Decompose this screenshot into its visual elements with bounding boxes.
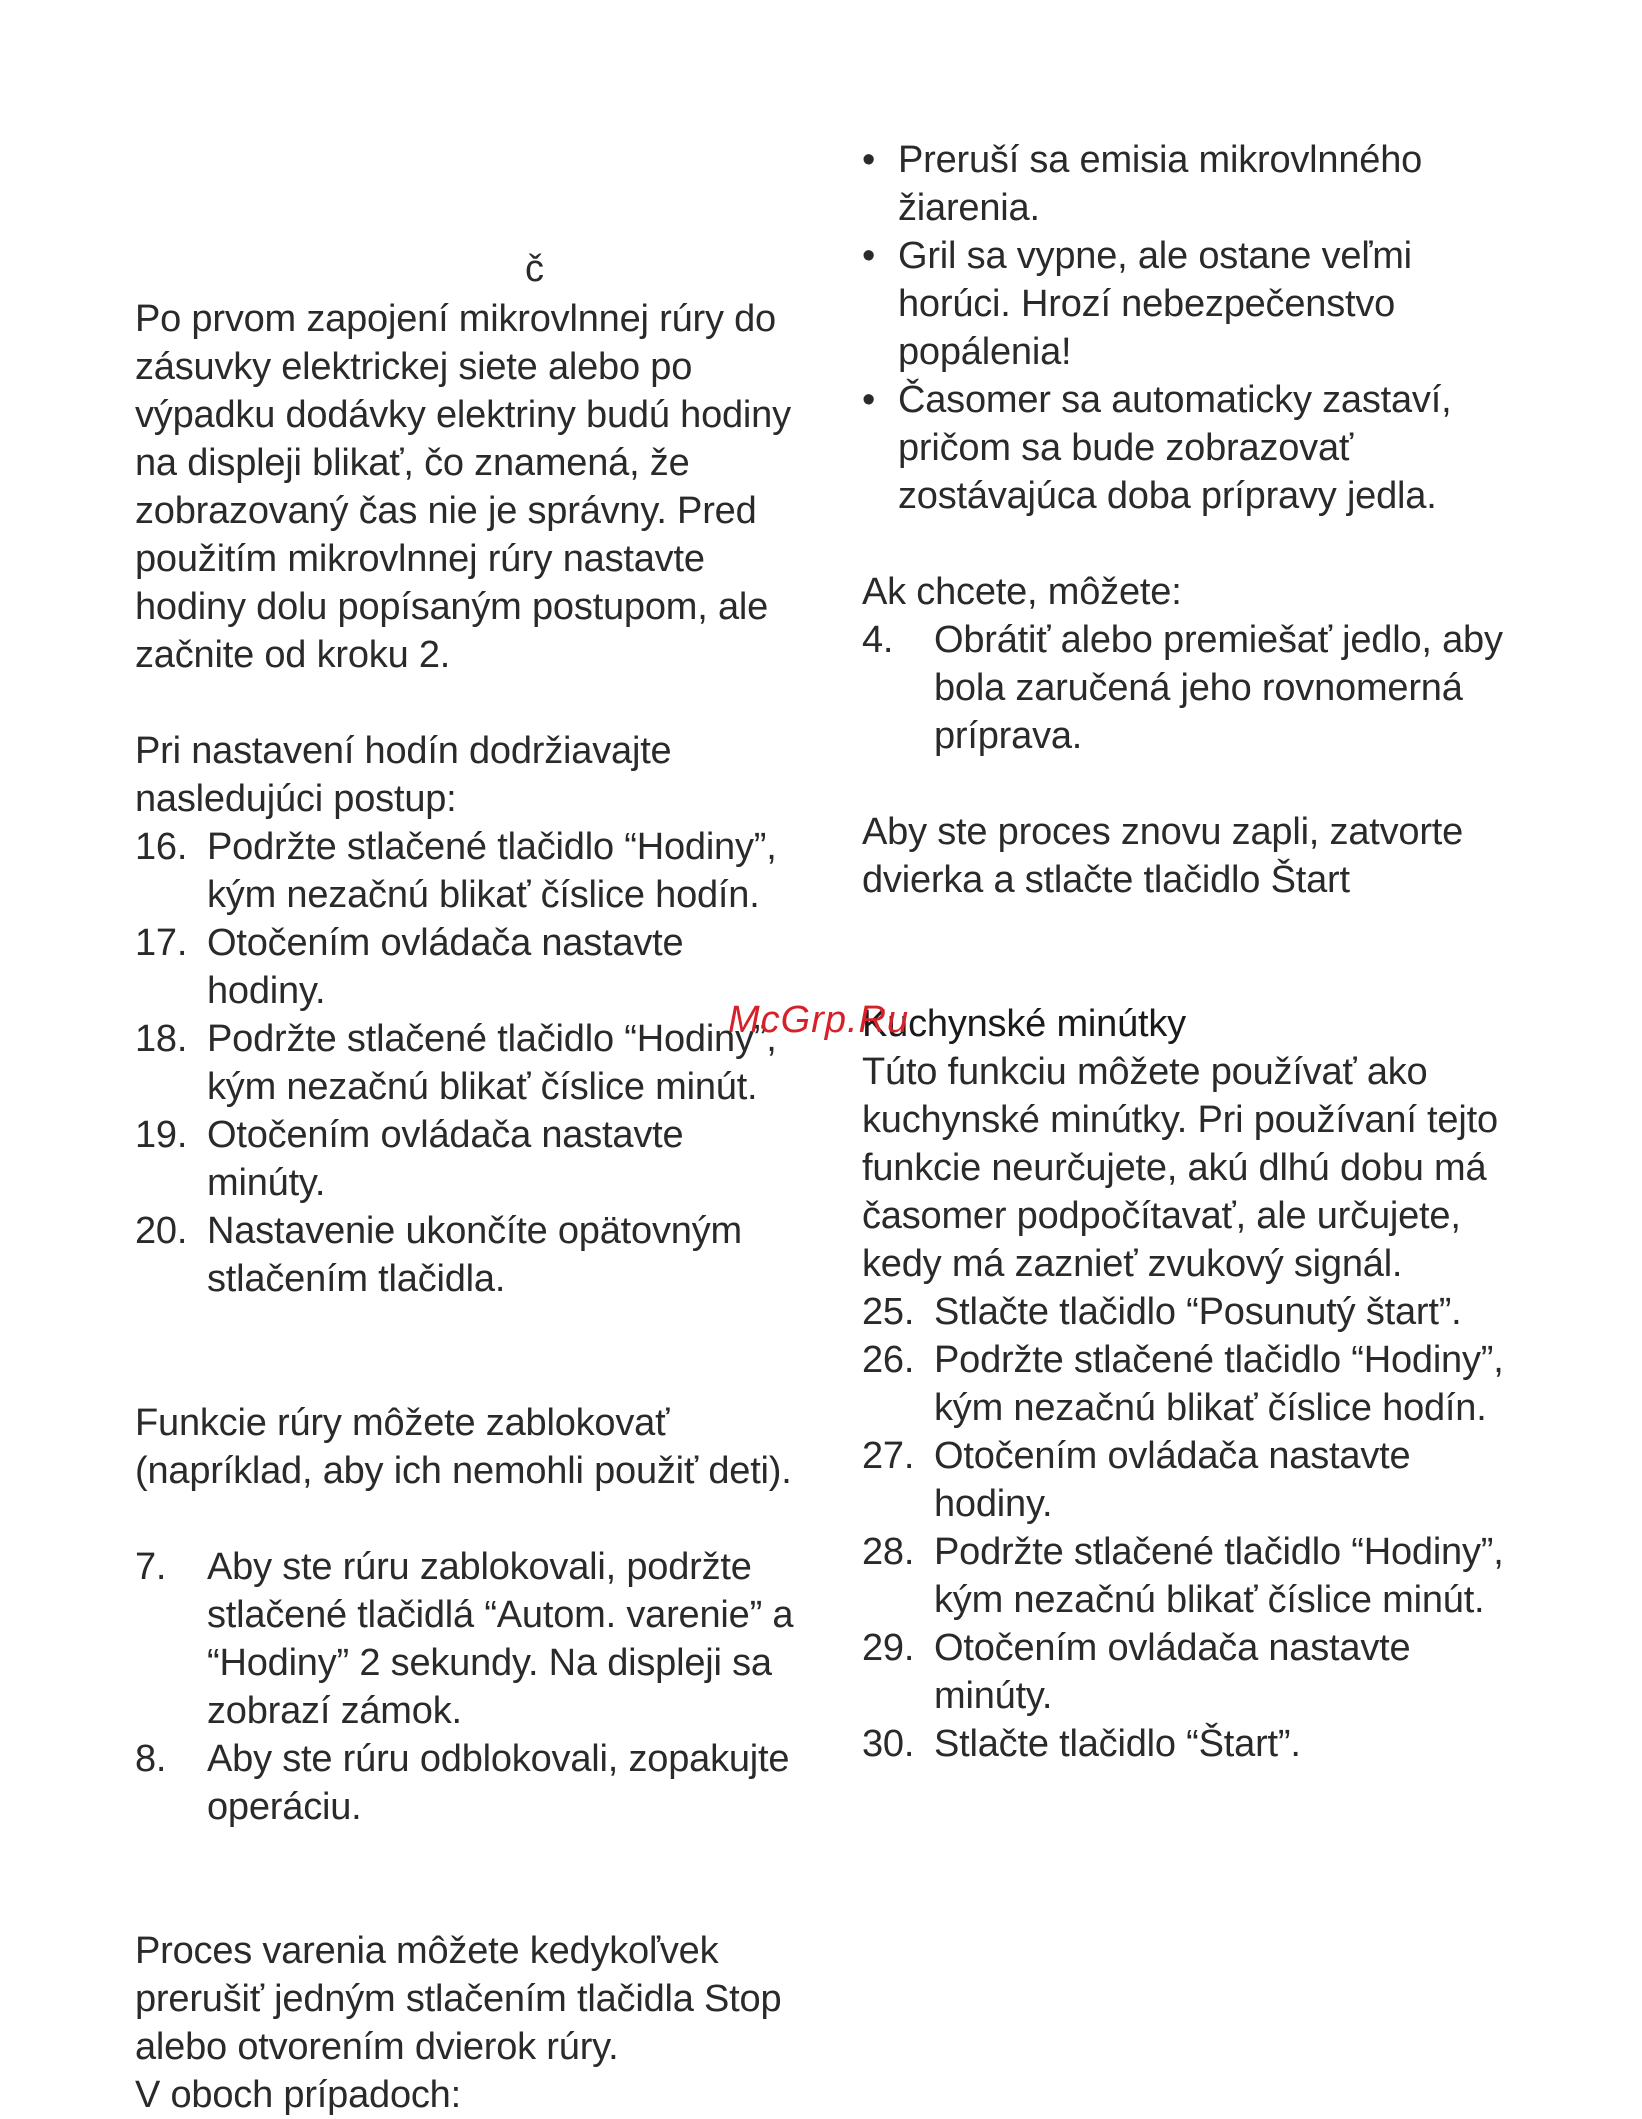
- list-item: • Preruší sa emisia mikrovlnného žiarenia.: [862, 136, 1562, 232]
- optional-steps-list: [862, 616, 1562, 760]
- list-item: 20. Nastavenie ukončíte opätovným stlačením tlačidla.: [135, 1210, 742, 1300]
- list-item: • Gril sa vypne, ale ostane veľmi horúci. Hrozí nebezpečenstvo popálenia!: [862, 232, 1562, 376]
- list-item: 19. Otočením ovládača nastavte minúty.: [135, 1114, 684, 1204]
- list-item: 17. Otočením ovládača nastavte hodiny.: [135, 922, 684, 1012]
- list-item: 7. Aby ste rúru zablokovali, podržte stlačené tlačidlá “Autom. varenie” a “Hodiny” 2 sekundy. Na displeji sa zobrazí zámok.: [135, 1546, 794, 1732]
- timer-heading: Kuchynské minútky: [862, 1003, 1186, 1045]
- optional-intro: Ak chcete, môžete:: [862, 571, 1182, 613]
- list-item: 4. Obrátiť alebo premiešať jedlo, aby bola zaručená jeho rovnomerná príprava.: [862, 619, 1503, 757]
- stop-paragraph: Proces varenia môžete kedykoľvek prerušiť jedným stlačením tlačidla Stop alebo otvorením dvierok rúry. V oboch prípadoch:: [135, 1930, 782, 2116]
- clock-setting-intro: Pri nastavení hodín dodržiavajte nasledujúci postup:: [135, 730, 672, 820]
- list-item: 18. Podržte stlačené tlačidlo “Hodiny”, kým nezačnú blikať číslice minút.: [135, 1018, 777, 1108]
- list-item: 29. Otočením ovládača nastavte minúty.: [862, 1627, 1411, 1717]
- bullet-icon: •: [862, 235, 876, 277]
- list-item: 28. Podržte stlačené tlačidlo “Hodiny”, kým nezačnú blikať číslice minút.: [862, 1531, 1504, 1621]
- right-column: [862, 136, 1562, 1768]
- list-item: 30. Stlačte tlačidlo “Štart”.: [862, 1723, 1301, 1765]
- list-item: • Časomer sa automaticky zastaví, pričom sa bude zobrazovať zostávajúca doba prípravy jedla.: [862, 376, 1562, 520]
- timer-intro: Túto funkciu môžete používať ako kuchynské minútky. Pri používaní tejto funkcie neurčujete, akú dlhú dobu má časomer podpočítavať, ale určujete, kedy má zaznieť zvukový signál.: [862, 1051, 1498, 1285]
- restart-paragraph: Aby ste proces znovu zapli, zatvorte dvierka a stlačte tlačidlo Štart: [862, 811, 1464, 901]
- list-item: 27. Otočením ovládača nastavte hodiny.: [862, 1435, 1411, 1525]
- left-column: [135, 245, 835, 2119]
- bullet-list: [862, 136, 1562, 520]
- header-glyph: č: [525, 248, 544, 290]
- intro-paragraph: Po prvom zapojení mikrovlnnej rúry do zásuvky elektrickej siete alebo po výpadku dodávky elektriny budú hodiny na displeji blikať, čo znamená, že zobrazovaný čas nie je správny. Pred použitím mikrovlnnej rúry nastavte hodiny dolu popísaným postupom, ale začnite od kroku 2.: [135, 298, 791, 676]
- list-item: 26. Podržte stlačené tlačidlo “Hodiny”, kým nezačnú blikať číslice hodín.: [862, 1339, 1504, 1429]
- timer-steps-list: [862, 1288, 1562, 1768]
- lock-intro: Funkcie rúry môžete zablokovať (napríklad, aby ich nemohli použiť deti).: [135, 1402, 792, 1492]
- bullet-icon: •: [862, 379, 876, 421]
- lock-steps-list: [135, 1543, 835, 1831]
- watermark: McGrp.Ru: [728, 999, 910, 1041]
- list-item: 16. Podržte stlačené tlačidlo “Hodiny”, kým nezačnú blikať číslice hodín.: [135, 826, 777, 916]
- bullet-icon: •: [862, 139, 876, 181]
- list-item: 25. Stlačte tlačidlo “Posunutý štart”.: [862, 1291, 1462, 1333]
- list-item: 8. Aby ste rúru odblokovali, zopakujte operáciu.: [135, 1738, 790, 1828]
- clock-steps-list: [135, 823, 835, 1303]
